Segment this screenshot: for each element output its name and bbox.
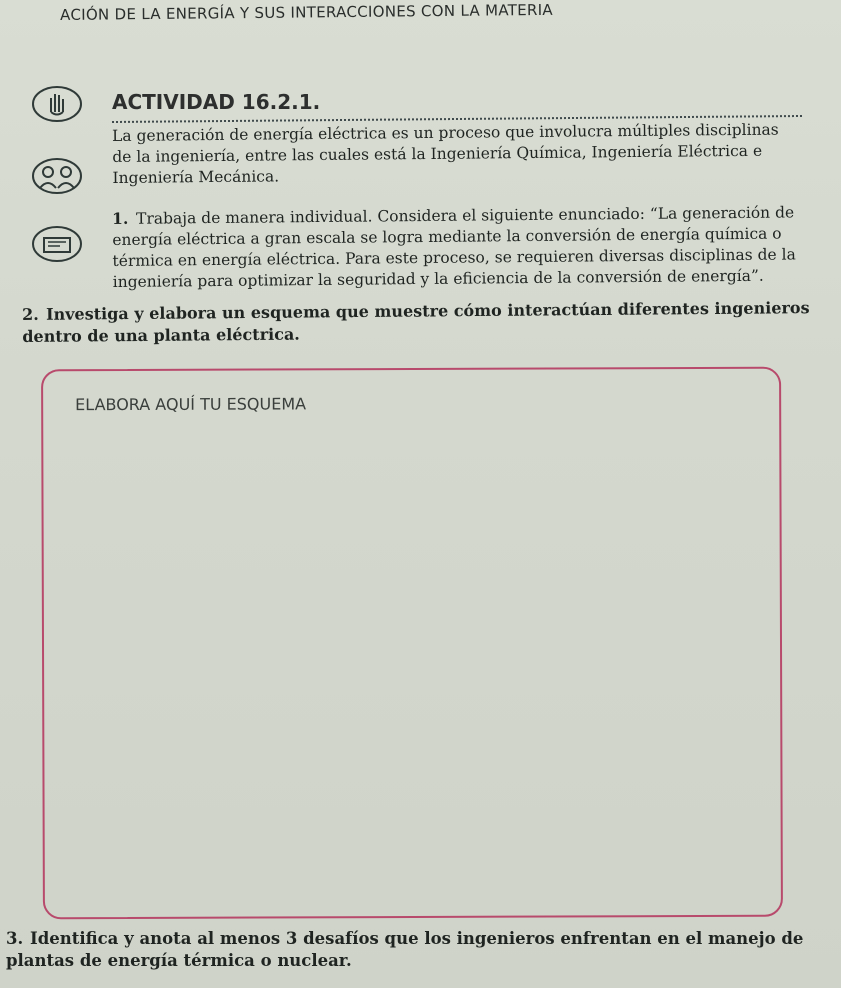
instruction-item-2	[22, 297, 812, 348]
group-people-icon	[30, 156, 84, 196]
activity-title: ACTIVIDAD 16.2.1.	[112, 90, 321, 114]
item-text: Identifica y anota al menos 3 desafíos que los ingenieros enfrentan en el manejo de plantas de energía térmica o nuclear.	[6, 929, 804, 970]
item-text: Trabaja de manera individual. Considera el siguiente enunciado: “La generación de energía eléctrica a gran escala se logra mediante la conversión de energía química o térmica en energía eléctrica. Para este proceso, se requieren diversas disciplinas de la ingeniería para optimizar la seguridad y la eficiencia de la conversión de energía”.	[112, 203, 796, 291]
running-header: ACIÓN DE LA ENERGÍA Y SUS INTERACCIONES CON LA MATERIA	[60, 0, 554, 24]
item-number: 3.	[6, 929, 24, 948]
instruction-item-1	[112, 201, 803, 293]
team-board-icon	[30, 224, 84, 264]
item-number: 1.	[112, 208, 129, 228]
item-number: 2.	[22, 304, 39, 324]
hand-raised-icon	[30, 84, 84, 124]
item-text: Investiga y elabora un esquema que muestre cómo interactúan diferentes ingenieros dentro de una planta eléctrica.	[22, 298, 810, 346]
scheme-drawing-area[interactable]	[41, 367, 783, 920]
activity-intro: La generación de energía eléctrica es un proceso que involucra múltiples disciplinas de la ingeniería, entre las cuales está la Ingeniería Química, Ingeniería Eléctrica e Ingeniería Mecánica.	[112, 120, 779, 187]
instruction-item-3	[6, 928, 836, 972]
scheme-box-label: ELABORA AQUÍ TU ESQUEMA	[75, 394, 307, 415]
